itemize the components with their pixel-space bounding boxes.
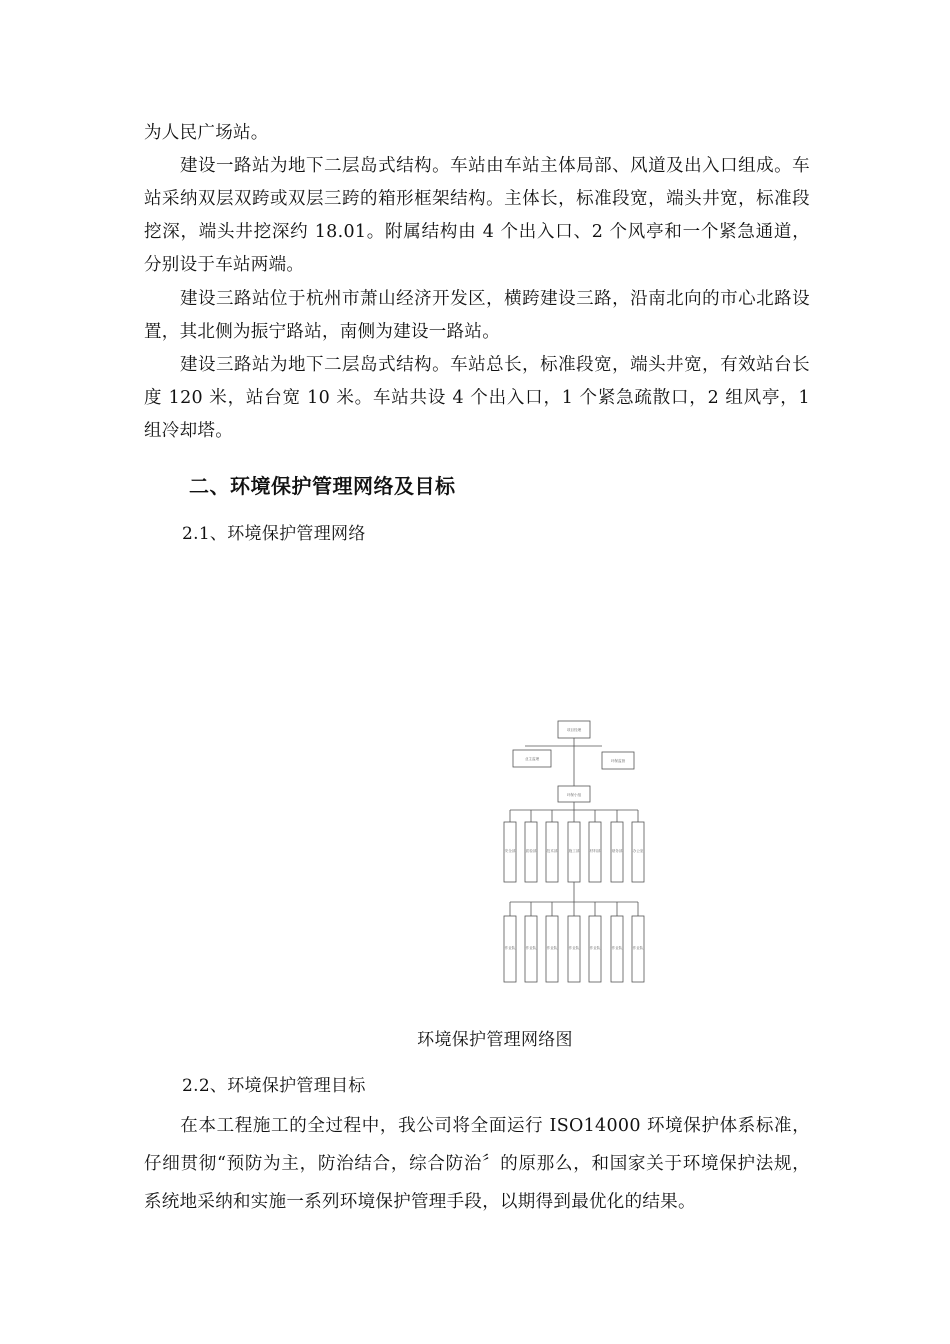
row1-node: 安全部 (504, 849, 516, 853)
row1-node: 材料部 (589, 849, 601, 853)
row2-node: 作业队 (525, 946, 537, 950)
svg-text:环保监督: 环保监督 (610, 759, 626, 763)
row1-node: 技术部 (546, 849, 558, 853)
paragraph-2: 建设一路站为地下二层岛式结构。车站由车站主体局部、风道及出入口组成。车站采纳双层双跨或双层三跨的箱形框架结构。主体长，标准段宽，端头井宽，标准段挖深，端头井挖深约 18.01。附属结构由 4 个出入口、2 个风亭和一个紧急通道，分别设于车站两端。 (144, 156, 810, 275)
row2-node: 作业队 (611, 946, 623, 950)
row1-nodes (504, 822, 644, 882)
row2-node: 作业队 (632, 946, 644, 950)
svg-text:环保小组: 环保小组 (566, 793, 582, 797)
section-heading: 二、环境保护管理网络及目标 (189, 474, 456, 498)
node-center (558, 786, 590, 802)
row2-node: 作业队 (568, 946, 580, 950)
row2-node: 作业队 (504, 946, 516, 950)
paragraph-5: 在本工程施工的全过程中，我公司将全面运行 ISO14000 环境保护体系标准，仔细贯彻“预防为主，防治结合，综合防治〞的原那么，和国家关于环境保护法规，系统地采纳和实施一系列环境保护管理手段，以期得到最优化的结果。 (144, 1116, 810, 1212)
svg-text:业主监理: 业主监理 (524, 757, 540, 761)
figure-caption: 环境保护管理网络图 (417, 1030, 573, 1050)
row2-node: 作业队 (589, 946, 601, 950)
row2-nodes (504, 916, 644, 982)
paragraph-4: 建设三路站为地下二层岛式结构。车站总长，标准段宽，端头井宽，有效站台长度 120 米，站台宽 10 米。车站共设 4 个出入口，1 个紧急疏散口，2 组风亭，1 组冷却塔。 (144, 355, 810, 441)
subsection-2-1: 2.1、环境保护管理网络 (182, 524, 366, 544)
row1-node: 办公室 (632, 849, 644, 853)
node-right (602, 752, 634, 769)
subsection-2-2: 2.2、环境保护管理目标 (182, 1076, 366, 1096)
node-top (558, 721, 590, 738)
row1-node: 财务部 (611, 849, 623, 853)
row1-node: 施工部 (568, 849, 580, 853)
row1-node: 质检部 (525, 849, 537, 853)
row2-node: 作业队 (546, 946, 558, 950)
paragraph-1: 为人民广场站。 (144, 123, 269, 143)
node-left (513, 750, 551, 767)
paragraph-3: 建设三路站位于杭州市萧山经济开发区，横跨建设三路，沿南北向的市心北路设置，其北侧为振宁路站，南侧为建设一路站。 (144, 289, 810, 342)
svg-text:项目经理: 项目经理 (566, 728, 582, 732)
